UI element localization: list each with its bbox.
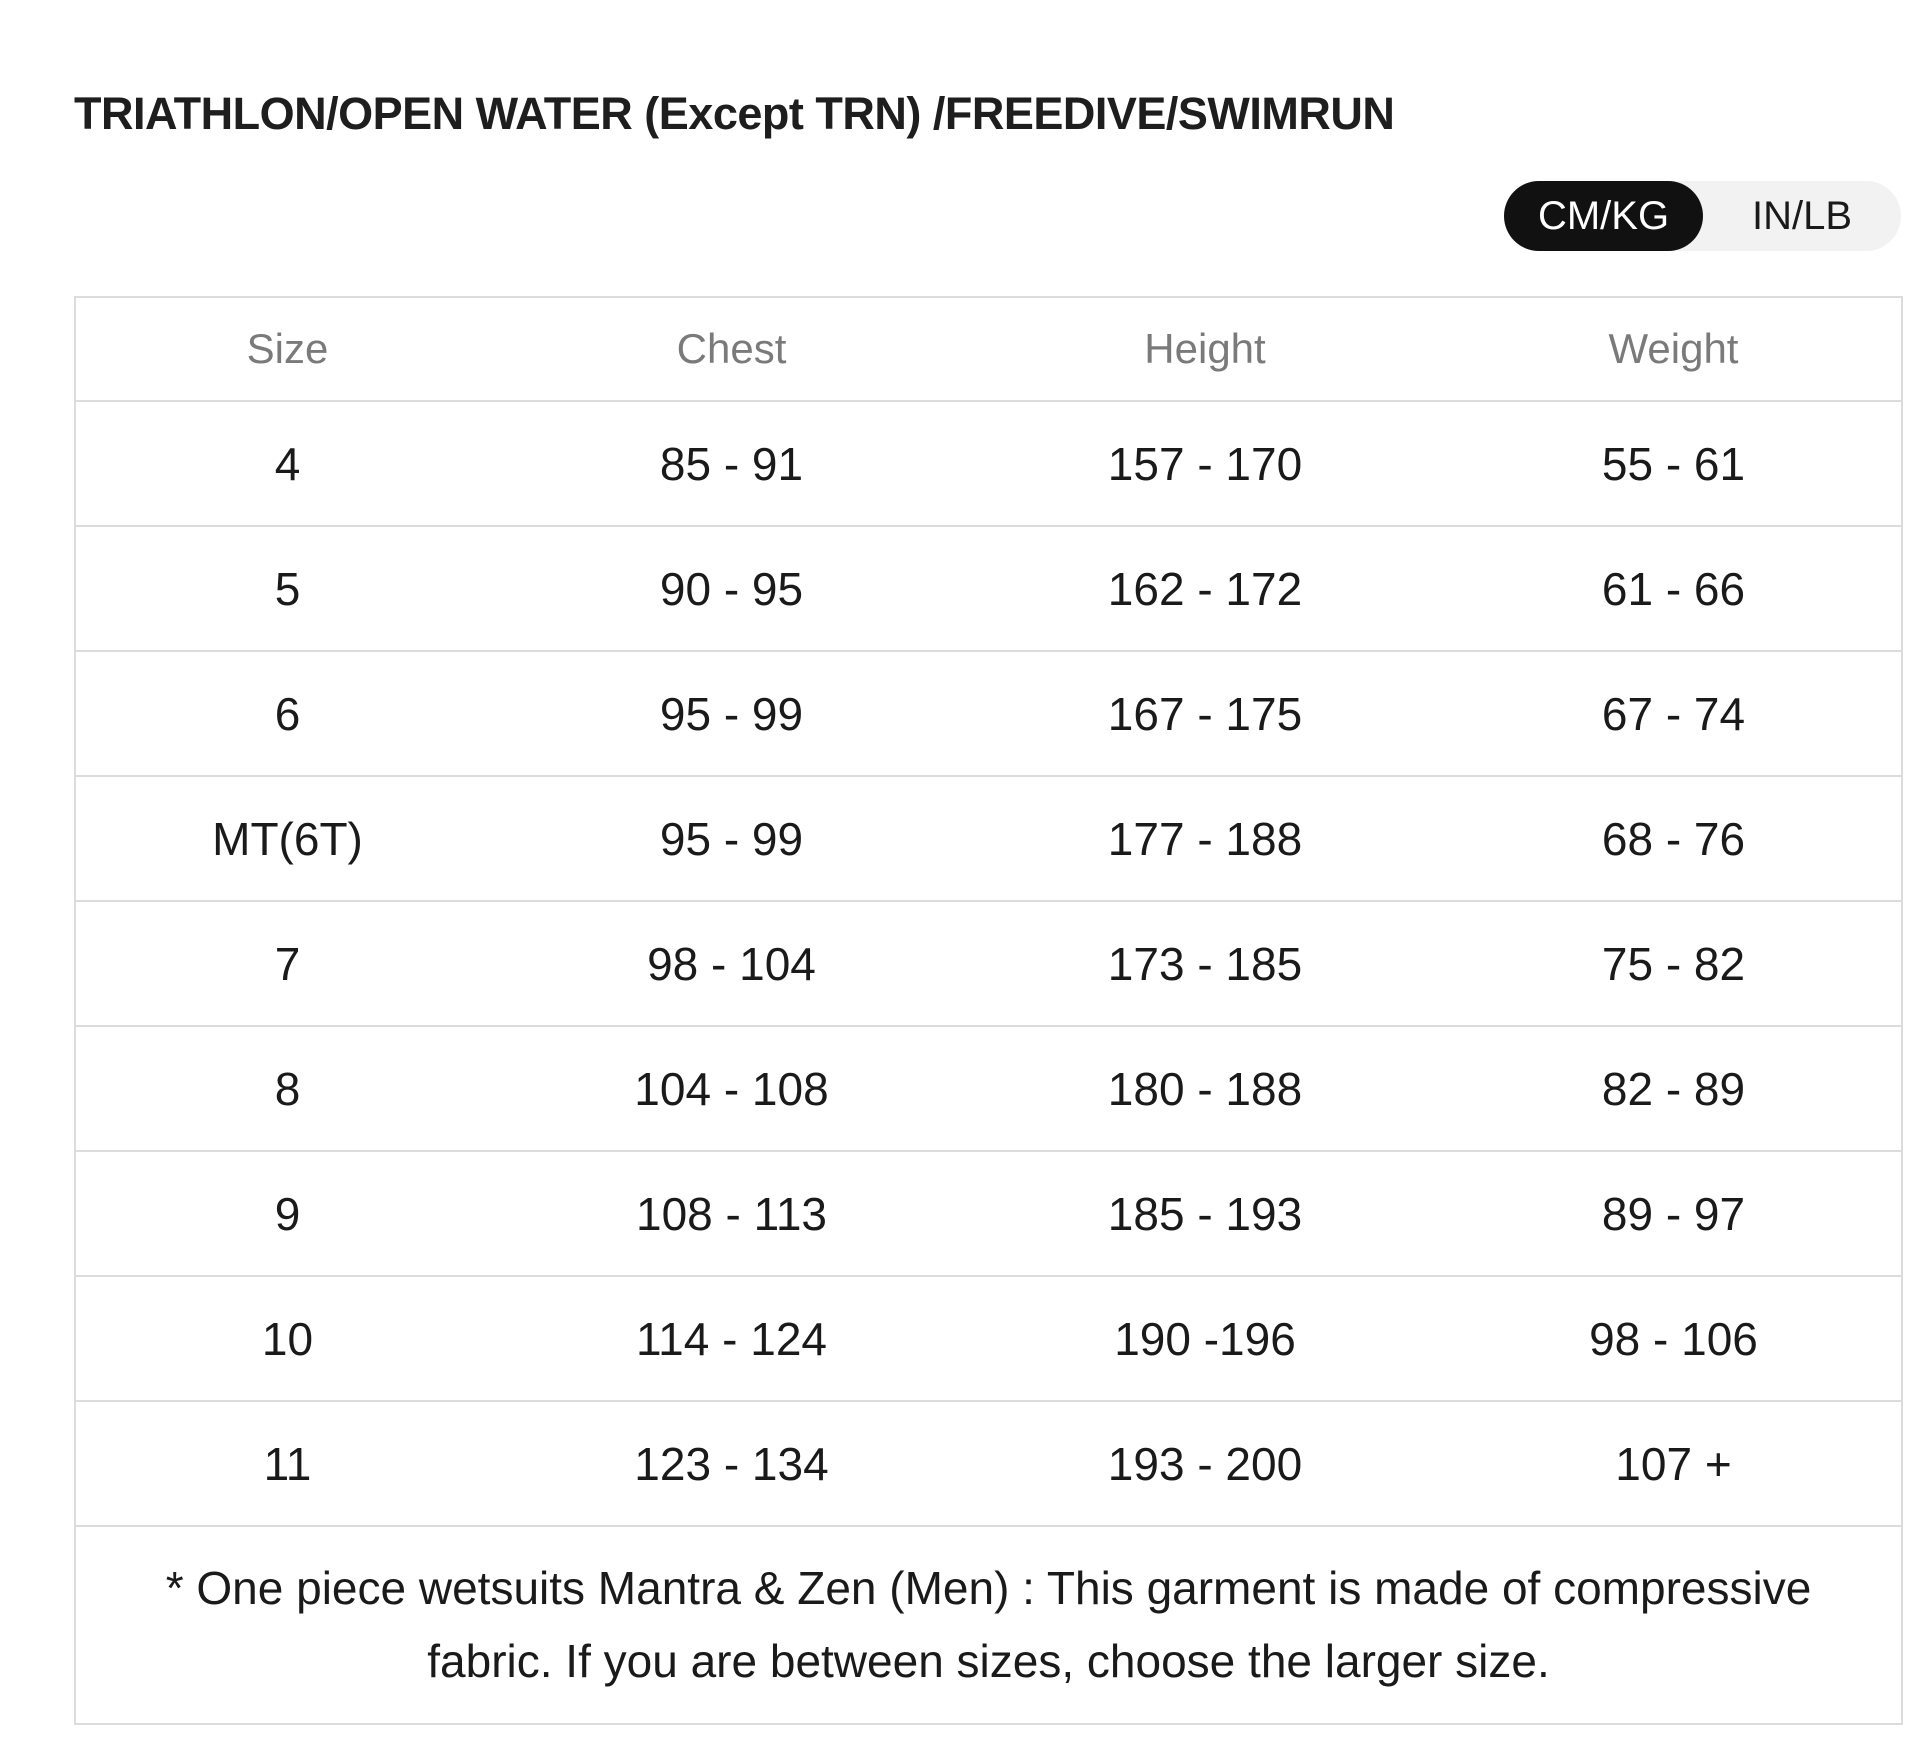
table-row (75, 651, 1902, 776)
column-header-weight: Weight (1446, 297, 1902, 401)
weight-cell: 55 - 61 (1446, 401, 1902, 526)
table-header-row (75, 297, 1902, 401)
weight-cell: 67 - 74 (1446, 651, 1902, 776)
column-header-chest: Chest (499, 297, 964, 401)
size-cell: 8 (75, 1026, 499, 1151)
height-cell: 162 - 172 (964, 526, 1446, 651)
size-cell: 4 (75, 401, 499, 526)
height-cell: 180 - 188 (964, 1026, 1446, 1151)
chest-cell: 98 - 104 (499, 901, 964, 1026)
height-cell: 193 - 200 (964, 1401, 1446, 1526)
size-cell: 11 (75, 1401, 499, 1526)
height-cell: 167 - 175 (964, 651, 1446, 776)
size-cell: 10 (75, 1276, 499, 1401)
chest-cell: 104 - 108 (499, 1026, 964, 1151)
chest-cell: 114 - 124 (499, 1276, 964, 1401)
column-header-size: Size (75, 297, 499, 401)
weight-cell: 89 - 97 (1446, 1151, 1902, 1276)
unit-option-in-lb[interactable]: IN/LB (1751, 193, 1853, 238)
size-chart-title: TRIATHLON/OPEN WATER (Except TRN) /FREEDIVE/SWIMRUN (74, 88, 1395, 139)
footnote-row (75, 1526, 1902, 1724)
size-cell: 7 (75, 901, 499, 1026)
table-row (75, 401, 1902, 526)
chest-cell: 85 - 91 (499, 401, 964, 526)
weight-cell: 82 - 89 (1446, 1026, 1902, 1151)
column-header-height: Height (964, 297, 1446, 401)
table-row (75, 776, 1902, 901)
size-chart-table (74, 296, 1903, 1725)
height-cell: 173 - 185 (964, 901, 1446, 1026)
size-cell: 5 (75, 526, 499, 651)
height-cell: 190 -196 (964, 1276, 1446, 1401)
size-cell: 9 (75, 1151, 499, 1276)
chest-cell: 95 - 99 (499, 651, 964, 776)
size-cell: MT(6T) (75, 776, 499, 901)
weight-cell: 61 - 66 (1446, 526, 1902, 651)
chest-cell: 90 - 95 (499, 526, 964, 651)
table-row (75, 1026, 1902, 1151)
weight-cell: 98 - 106 (1446, 1276, 1902, 1401)
chest-cell: 123 - 134 (499, 1401, 964, 1526)
height-cell: 177 - 188 (964, 776, 1446, 901)
weight-cell: 107 + (1446, 1401, 1902, 1526)
chest-cell: 108 - 113 (499, 1151, 964, 1276)
weight-cell: 68 - 76 (1446, 776, 1902, 901)
unit-option-cm-kg[interactable]: CM/KG (1504, 181, 1703, 251)
table-row (75, 1401, 1902, 1526)
height-cell: 157 - 170 (964, 401, 1446, 526)
table-row (75, 1276, 1902, 1401)
size-footnote: * One piece wetsuits Mantra & Zen (Men) : This garment is made of compressive fabric. If you are between sizes, choose the larger size. (75, 1526, 1902, 1724)
table-row (75, 1151, 1902, 1276)
chest-cell: 95 - 99 (499, 776, 964, 901)
unit-toggle (1504, 181, 1901, 251)
height-cell: 185 - 193 (964, 1151, 1446, 1276)
table-row (75, 526, 1902, 651)
table-row (75, 901, 1902, 1026)
weight-cell: 75 - 82 (1446, 901, 1902, 1026)
size-cell: 6 (75, 651, 499, 776)
